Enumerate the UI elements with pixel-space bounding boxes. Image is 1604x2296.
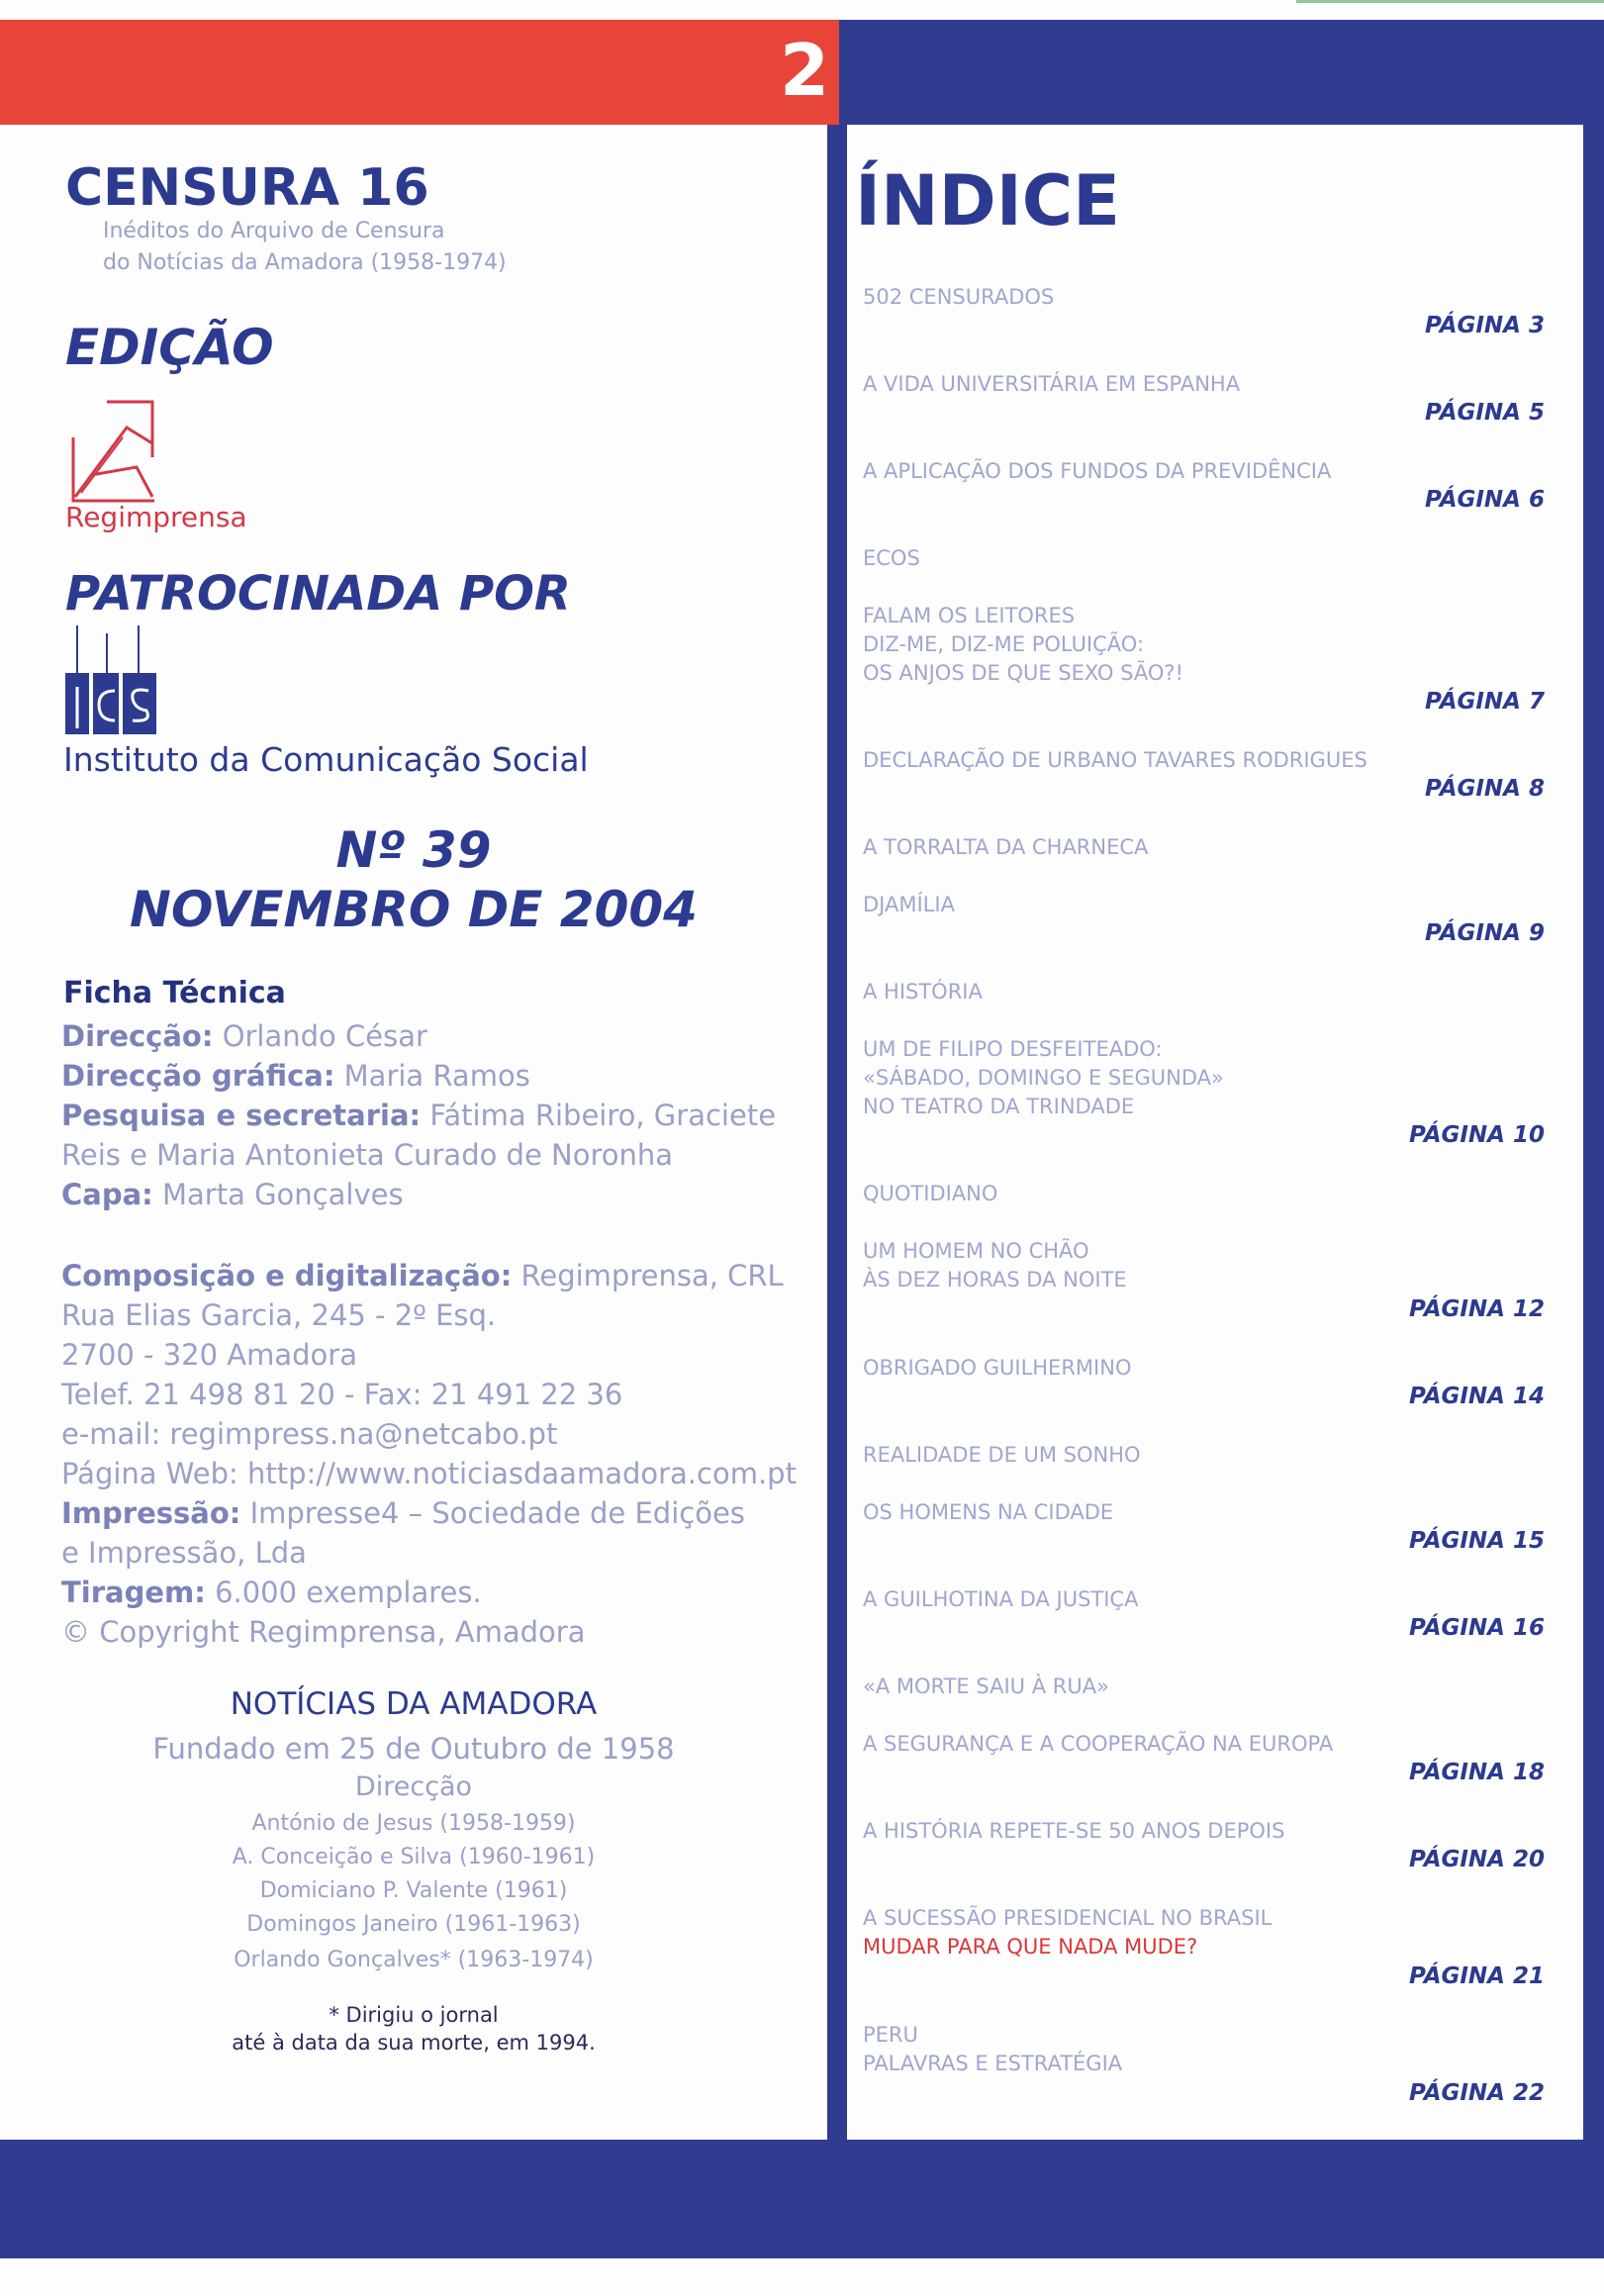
ficha-capa: Capa: Marta Gonçalves [61, 1178, 404, 1211]
toc-entry: REALIDADE DE UM SONHO [863, 1443, 1141, 1467]
ficha-tiragem: Tiragem: 6.000 exemplares. [61, 1576, 482, 1609]
toc-entry: A GUILHOTINA DA JUSTIÇA [863, 1587, 1139, 1611]
toc-entry: A VIDA UNIVERSITÁRIA EM ESPANHA [863, 372, 1241, 396]
toc-entry: A HISTÓRIA REPETE-SE 50 ANOS DEPOIS [863, 1819, 1285, 1843]
toc-page: PÁGINA 15 [1408, 1528, 1545, 1554]
toc-page: PÁGINA 14 [1408, 1384, 1545, 1409]
ics-name: Instituto da Comunicação Social [63, 740, 589, 779]
ics-logo-icon [65, 625, 156, 734]
director-item: Domingos Janeiro (1961-1963) [246, 1912, 581, 1937]
fundado-text: Fundado em 25 de Outubro de 1958 [152, 1732, 675, 1766]
toc-entry: A TORRALTA DA CHARNECA [863, 835, 1149, 859]
toc-entry: 502 CENSURADOS [863, 285, 1055, 309]
publication-subtitle: Inéditos do Arquivo de Censura do Notícias da Amadora (1958-1974) [103, 219, 507, 275]
toc-highlight: MUDAR PARA QUE NADA MUDE? [863, 1935, 1198, 1959]
right-edge-strip [1583, 125, 1604, 2149]
ficha-pesquisa: Pesquisa e secretaria: Fátima Ribeiro, Graciete [61, 1099, 777, 1132]
toc-entry: UM DE FILIPO DESFEITEADO: «SÁBADO, DOMINGO E SEGUNDA» NO TEATRO DA TRINDADE [863, 1037, 1224, 1118]
toc-entry: OBRIGADO GUILHERMINO [863, 1356, 1132, 1380]
toc-page: PÁGINA 20 [1408, 1847, 1545, 1872]
toc-page: PÁGINA 9 [1424, 920, 1545, 946]
issue-number: Nº 39 [335, 821, 492, 879]
direccao-heading: Direcção [354, 1771, 473, 1802]
toc-page: PÁGINA 18 [1408, 1760, 1545, 1785]
director-item: António de Jesus (1958-1959) [251, 1811, 576, 1836]
toc-page: PÁGINA 8 [1424, 776, 1545, 802]
ficha-impressao-cont: e Impressão, Lda [61, 1536, 307, 1570]
footnote-line-1: * Dirigiu o jornal [329, 2003, 499, 2027]
noticias-title: NOTÍCIAS DA AMADORA [230, 1686, 598, 1722]
toc-entry: A SUCESSÃO PRESIDENCIAL NO BRASIL MUDAR PARA QUE NADA MUDE? [863, 1904, 1272, 1961]
regimprensa-name: Regimprensa [65, 501, 247, 533]
toc-page: PÁGINA 5 [1424, 400, 1545, 426]
ficha-composicao: Composição e digitalização: Regimprensa, CRL [61, 1259, 784, 1292]
toc-entry: FALAM OS LEITORES DIZ-ME, DIZ-ME POLUIÇÃO: OS ANJOS DE QUE SEXO SÃO?! [863, 604, 1183, 685]
toc-entry: PERU PALAVRAS E ESTRATÉGIA [863, 2023, 1123, 2075]
toc-page: PÁGINA 7 [1424, 689, 1545, 715]
toc-entry: ECOS [863, 546, 920, 570]
patrocinada-heading: PATROCINADA POR [65, 566, 571, 622]
ficha-telefone: Telef. 21 498 81 20 - Fax: 21 491 22 36 [61, 1378, 623, 1411]
column-divider [827, 125, 847, 2149]
regimprensa-logo-icon [67, 398, 158, 505]
issue-date: NOVEMBRO DE 2004 [130, 881, 698, 938]
header-bar-red [0, 20, 839, 125]
page-number: 2 [779, 29, 830, 112]
top-accent-line [1296, 0, 1604, 3]
toc-page: PÁGINA 16 [1408, 1615, 1545, 1641]
director-item: A. Conceição e Silva (1960-1961) [232, 1845, 596, 1869]
toc-page: PÁGINA 3 [1424, 313, 1545, 338]
toc-entry: «A MORTE SAIU À RUA» [863, 1674, 1109, 1698]
toc-page: PÁGINA 12 [1408, 1296, 1545, 1322]
footnote-line-2: até à data da sua morte, em 1994. [232, 2031, 596, 2055]
ficha-web: Página Web: http://www.noticiasdaamadora.com.pt [61, 1457, 797, 1490]
toc-entry: DECLARAÇÃO DE URBANO TAVARES RODRIGUES [863, 748, 1368, 772]
ficha-direccao-grafica: Direcção gráfica: Maria Ramos [61, 1059, 530, 1093]
ficha-impressao: Impressão: Impresse4 – Sociedade de Edições [61, 1496, 745, 1530]
toc-entry: A APLICAÇÃO DOS FUNDOS DA PREVIDÊNCIA [863, 459, 1332, 483]
header-bar-blue [839, 20, 1604, 125]
director-item: Orlando Gonçalves* (1963-1974) [234, 1948, 594, 1972]
ficha-copyright: © Copyright Regimprensa, Amadora [61, 1615, 586, 1649]
edicao-heading: EDIÇÃO [65, 319, 274, 376]
director-item: Domiciano P. Valente (1961) [259, 1878, 568, 1903]
toc-page: PÁGINA 6 [1424, 487, 1545, 513]
indice-title: ÍNDICE [855, 160, 1120, 241]
toc-entry: OS HOMENS NA CIDADE [863, 1500, 1114, 1524]
ficha-tecnica-heading: Ficha Técnica [63, 976, 286, 1010]
ficha-direccao: Direcção: Orlando César [61, 1019, 427, 1053]
publication-title: CENSURA 16 [65, 158, 429, 218]
toc-entry: DJAMÍLIA [863, 893, 955, 916]
toc-entry: A HISTÓRIA [863, 980, 983, 1004]
ficha-pesquisa-cont: Reis e Maria Antonieta Curado de Noronha [61, 1138, 674, 1172]
toc-entry: UM HOMEM NO CHÃO ÀS DEZ HORAS DA NOITE [863, 1239, 1127, 1292]
toc-page: PÁGINA 22 [1408, 2080, 1545, 2106]
toc-entry: QUOTIDIANO [863, 1182, 998, 1205]
toc-entry: A SEGURANÇA E A COOPERAÇÃO NA EUROPA [863, 1732, 1334, 1756]
toc-page: PÁGINA 10 [1408, 1122, 1545, 1148]
ficha-morada-1: Rua Elias Garcia, 245 - 2º Esq. [61, 1298, 497, 1332]
footer-bar [0, 2140, 1604, 2258]
toc-page: PÁGINA 21 [1408, 1963, 1545, 1989]
ficha-email: e-mail: regimpress.na@netcabo.pt [61, 1417, 558, 1451]
ficha-morada-2: 2700 - 320 Amadora [61, 1338, 357, 1372]
